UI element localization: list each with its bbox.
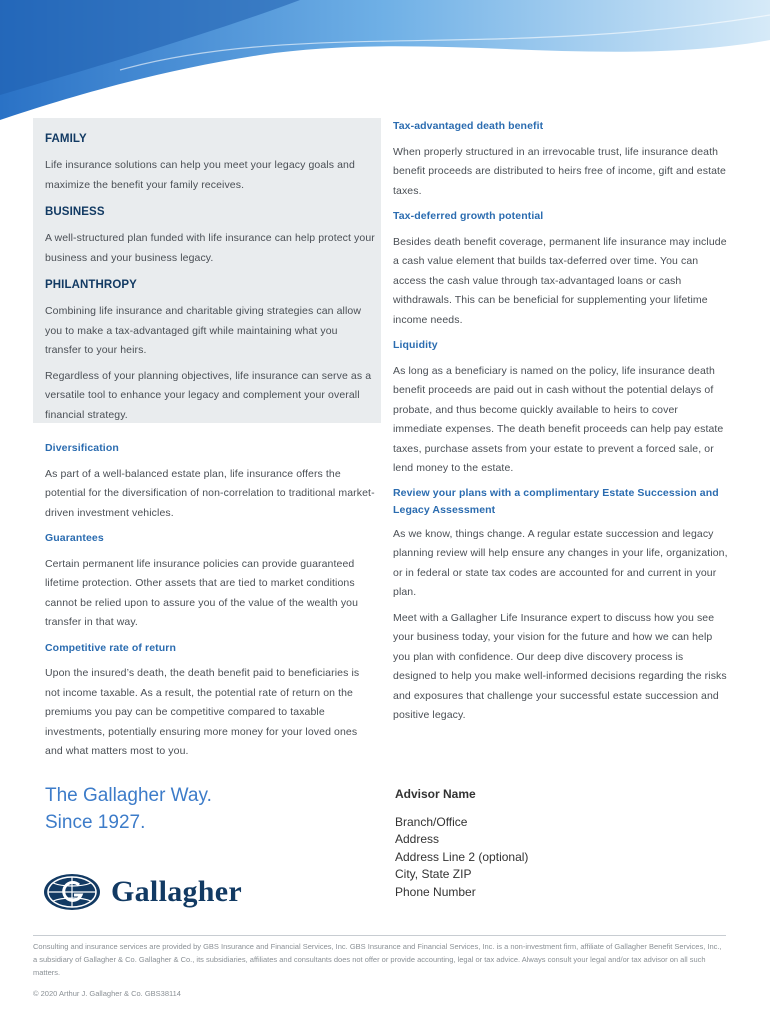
- branch-office: Branch/Office: [395, 814, 468, 829]
- review-text: As we know, things change. A regular estate succession and legacy planning review will help ensure any changes in your life, organization, or in federal or state tax codes are accounted for and current in your plan.: [393, 527, 728, 598]
- left-column: [45, 128, 375, 768]
- right-column: [393, 117, 728, 732]
- growth-heading: Tax-deferred growth potential: [393, 210, 544, 222]
- death-benefit-heading: Tax-advantaged death benefit: [393, 120, 544, 132]
- meet-text: Meet with a Gallagher Life Insurance expert to discuss how you see your business today, your vision for the future and how we can help you plan with confidence. Our deep dive discovery process is designed to help you make well-informed decisions regarding the risks and exposures that challenge your successful estate succession and positive legacy.: [393, 611, 727, 721]
- guarantees-text: Certain permanent life insurance policies can provide guaranteed lifetime protection. Other assets that are tied to market conditions cannot be relied upon to assure you of the value of the wealth you transfer in that way.: [45, 557, 359, 628]
- footer-divider: [33, 935, 726, 936]
- family-text: Life insurance solutions can help you meet your legacy goals and maximize the benefit your family receives.: [45, 159, 355, 191]
- review-heading: Review your plans with a complimentary Estate Succession and Legacy Assessment: [393, 486, 719, 516]
- diversification-text: As part of a well-balanced estate plan, life insurance offers the potential for the diversification of non-correlation to traditional market-driven investment vehicles.: [45, 467, 375, 519]
- disclaimer-text: Consulting and insurance services are provided by GBS Insurance and Financial Services, Inc. GBS Insurance and Financial Services, Inc. is a non-investment firm, affiliate of Gallagher Benefit Services, Inc., a subsidiary of Gallagher & Co. Gallagher & Co., its subsidiaries, affiliates and consultants does not offer or provide accounting, legal or tax advice. Always consult your legal and/or tax advisor on all such matters.: [33, 942, 722, 977]
- return-heading: Competitive rate of return: [45, 641, 176, 654]
- tagline: [45, 782, 212, 836]
- gallagher-logo: [43, 873, 242, 911]
- copyright-text: © 2020 Arthur J. Gallagher & Co. GBS38114: [33, 989, 181, 998]
- philanthropy-heading: PHILANTHROPY: [45, 279, 137, 291]
- philanthropy-text: Combining life insurance and charitable giving strategies can allow you to make a tax-advantaged gift while maintaining what you transfer to your heirs.: [45, 305, 362, 356]
- city-state-zip: City, State ZIP: [395, 867, 472, 881]
- advisor-contact-block: [395, 786, 528, 901]
- address-line-1: Address: [395, 832, 440, 846]
- growth-text: Besides death benefit coverage, permanent life insurance may include a cash value element that builds tax-deferred over time. You can access the cash value through tax-advantaged loans or cash withdrawals. This can be beneficial for supplementing your lifetime income needs.: [393, 235, 727, 326]
- planning-text: Regardless of your planning objectives, life insurance can serve as a versatile tool to enhance your legacy and complement your overall financial strategy.: [45, 369, 372, 421]
- tagline-line-1: The Gallagher Way.: [45, 785, 212, 806]
- family-heading: FAMILY: [45, 133, 87, 145]
- business-text: A well-structured plan funded with life insurance can help protect your business and your business legacy.: [45, 232, 375, 264]
- globe-icon: [43, 873, 101, 911]
- header-wave-graphic: [0, 0, 770, 130]
- business-heading: BUSINESS: [45, 206, 105, 218]
- guarantees-heading: Guarantees: [45, 532, 104, 544]
- tagline-line-2: Since 1927.: [45, 812, 146, 833]
- phone-number: Phone Number: [395, 884, 476, 899]
- death-benefit-text: When properly structured in an irrevocable trust, life insurance death benefit proceeds are distributed to heirs free of income, gift and estate taxes.: [393, 145, 726, 197]
- return-text: Upon the insured’s death, the death benefit paid to beneficiaries is not income taxable. As a result, the potential rate of return on the premiums you pay can be competitive compared to taxable investments, potentially ensuring more money for your loved ones and what matters most to you.: [45, 667, 360, 757]
- liquidity-text: As long as a beneficiary is named on the policy, life insurance death benefit proceeds are paid out in cash without the potential delays of probate, and thus become quickly available to heirs to cover immediate expenses. The death benefit proceeds can help pay estate taxes, purchase assets from your estate to prevent a forced sale, or lend money to the estate.: [393, 364, 724, 474]
- liquidity-heading: Liquidity: [393, 339, 438, 351]
- advisor-name: Advisor Name: [395, 787, 476, 801]
- diversification-heading: Diversification: [45, 442, 119, 454]
- logo-wordmark: Gallagher: [111, 875, 243, 908]
- address-line-2: Address Line 2 (optional): [395, 849, 529, 864]
